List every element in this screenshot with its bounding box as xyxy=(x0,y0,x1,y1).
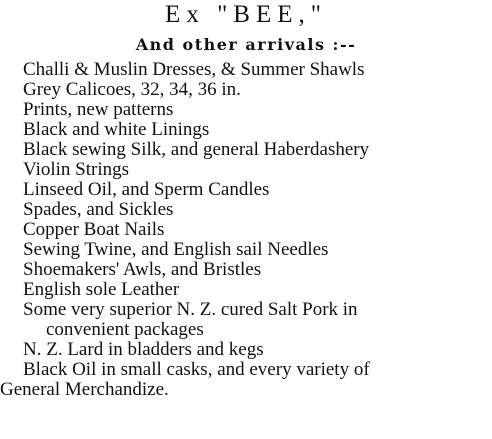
list-item: English sole Leather xyxy=(23,279,180,300)
merchandise-list xyxy=(0,60,492,400)
list-item: Violin Strings xyxy=(23,159,130,180)
list-item: N. Z. Lard in bladders and kegs xyxy=(23,339,264,360)
list-item: Black and white Linings xyxy=(23,119,210,140)
list-item: Black Oil in small casks, and every variety of xyxy=(23,359,370,380)
list-item: General Merchandize. xyxy=(0,379,169,400)
list-item: Copper Boat Nails xyxy=(23,219,165,240)
list-item: Black sewing Silk, and general Haberdashery xyxy=(23,139,370,160)
list-item: Grey Calicoes, 32, 34, 36 in. xyxy=(23,79,241,100)
list-item: convenient packages xyxy=(46,319,204,340)
ad-title: Ex "BEE," xyxy=(165,1,327,28)
ad-subtitle: And other arrivals :-- xyxy=(135,35,357,54)
list-item: Some very superior N. Z. cured Salt Pork in xyxy=(23,299,358,320)
list-item: Spades, and Sickles xyxy=(23,199,174,220)
list-item: Challi & Muslin Dresses, & Summer Shawls xyxy=(23,59,365,80)
list-item: Shoemakers' Awls, and Bristles xyxy=(23,259,262,280)
list-item: Prints, new patterns xyxy=(23,99,174,120)
list-item: Linseed Oil, and Sperm Candles xyxy=(23,179,270,200)
list-item: Sewing Twine, and English sail Needles xyxy=(23,239,329,260)
